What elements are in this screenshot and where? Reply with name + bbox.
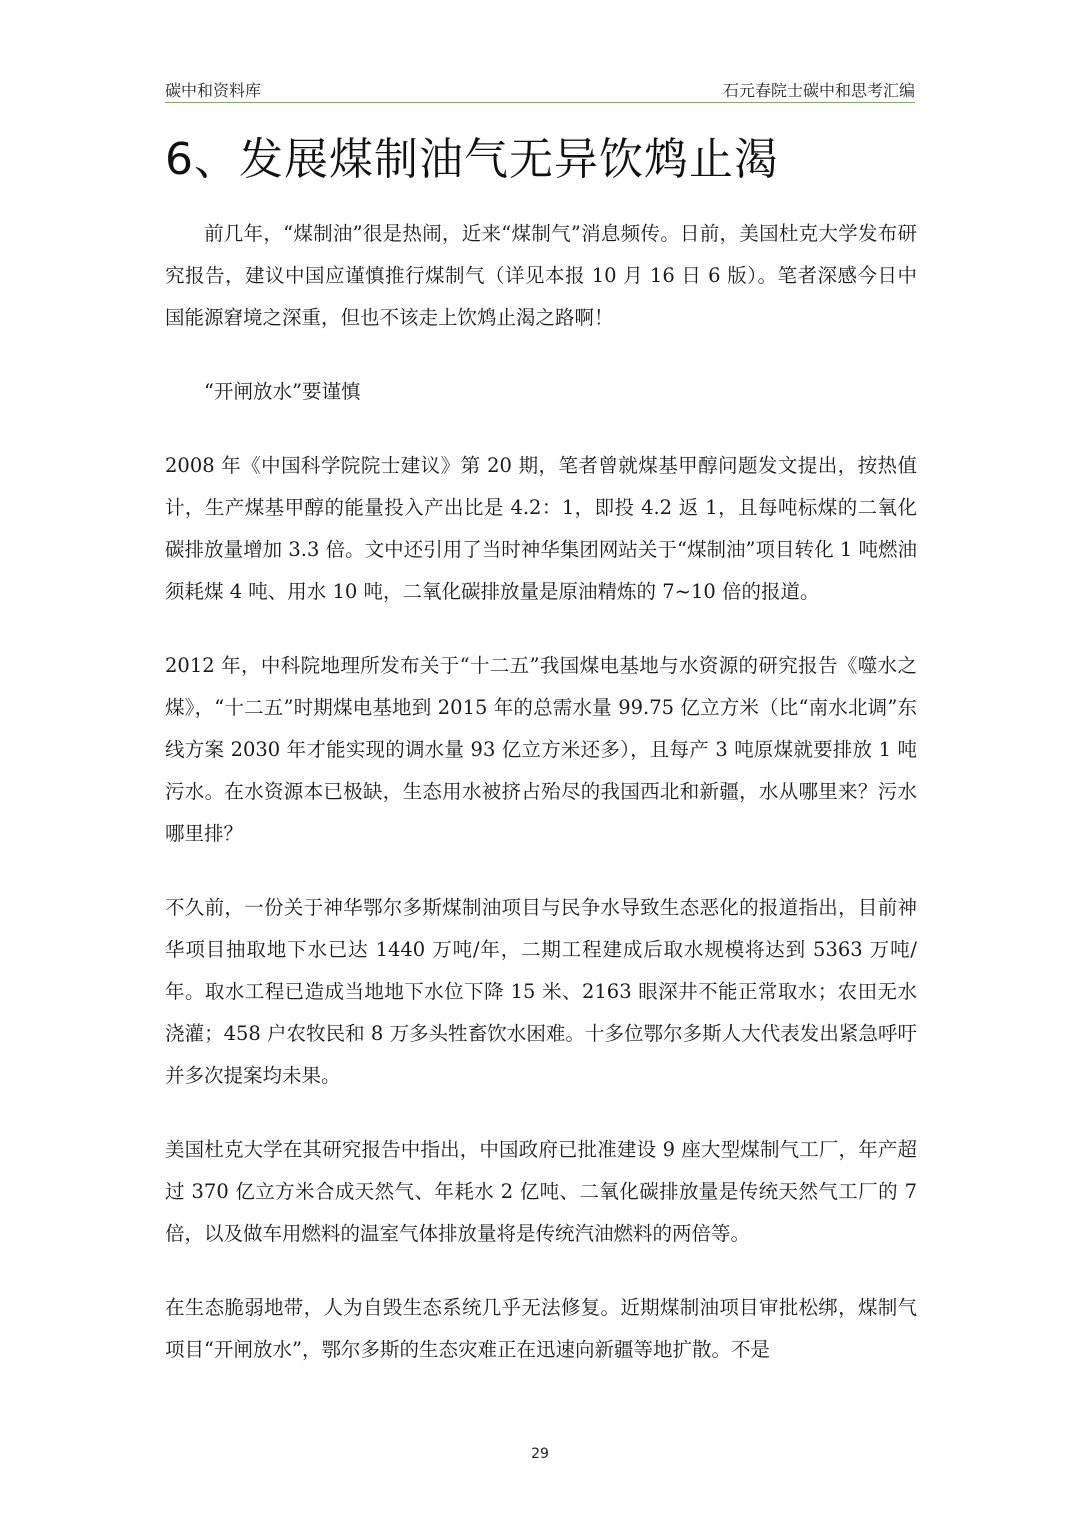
paragraph-2008: 2008 年《中国科学院院士建议》第 20 期，笔者曾就煤基甲醇问题发文提出，按热值计，生产煤基甲醇的能量投入产出比是 4.2：1，即投 4.2 返 1，且每吨标煤的二氧化碳排放量增加 3.3 倍。文中还引用了当时神华集团网站关于“煤制油”项目转化 1 吨燃油须耗煤 4 吨、用水 10 吨，二氧化碳排放量是原油精炼的 7~10 倍的报道。 xyxy=(165,454,917,603)
header-left-text: 碳中和资料库 xyxy=(165,81,262,100)
paragraph-duke: 美国杜克大学在其研究报告中指出，中国政府已批准建设 9 座大型煤制气工厂，年产超过 370 亿立方米合成天然气、年耗水 2 亿吨、二氧化碳排放量是传统天然气工厂的 7 倍，以及做车用燃料的温室气体排放量将是传统汽油燃料的两倍等。 xyxy=(165,1138,917,1245)
paragraph-2012: 2012 年，中科院地理所发布关于“十二五”我国煤电基地与水资源的研究报告《噬水之煤》，“十二五”时期煤电基地到 2015 年的总需水量 99.75 亿立方米（比“南水北调”东线方案 2030 年才能实现的调水量 93 亿立方米还多），且每产 3 吨原煤就要排放 1 吨污水。在水资源本已极缺，生态用水被挤占殆尽的我国西北和新疆，水从哪里来？污水哪里排？ xyxy=(165,654,917,845)
page-title: 6、发展煤制油气无异饮鸩止渴 xyxy=(165,134,779,185)
header-right-text: 石元春院士碳中和思考汇编 xyxy=(722,81,915,100)
section-subheading: “开闸放水”要谨慎 xyxy=(204,380,361,403)
page-number: 29 xyxy=(531,1446,549,1462)
page-header xyxy=(165,76,915,103)
paragraph-intro: 前几年，“煤制油”很是热闹，近来“煤制气”消息频传。日前，美国杜克大学发布研究报告，建议中国应谨慎推行煤制气（详见本报 10 月 16 日 6 版）。笔者深感今日中国能源窘境之深重，但也不该走上饮鸩止渴之路啊！ xyxy=(165,222,917,329)
paragraph-shenhua: 不久前，一份关于神华鄂尔多斯煤制油项目与民争水导致生态恶化的报道指出，目前神华项目抽取地下水已达 1440 万吨/年，二期工程建成后取水规模将达到 5363 万吨/年。取水工程已造成当地地下水位下降 15 米、2163 眼深井不能正常取水；农田无水浇灌；458 户农牧民和 8 万多头牲畜饮水困难。十多位鄂尔多斯人大代表发出紧急呼吁并多次提案均未果。 xyxy=(165,896,917,1087)
paragraph-ecology: 在生态脆弱地带，人为自毁生态系统几乎无法修复。近期煤制油项目审批松绑，煤制气项目“开闸放水”，鄂尔多斯的生态灾难正在迅速向新疆等地扩散。不是 xyxy=(165,1296,917,1361)
article-body xyxy=(165,213,917,1403)
